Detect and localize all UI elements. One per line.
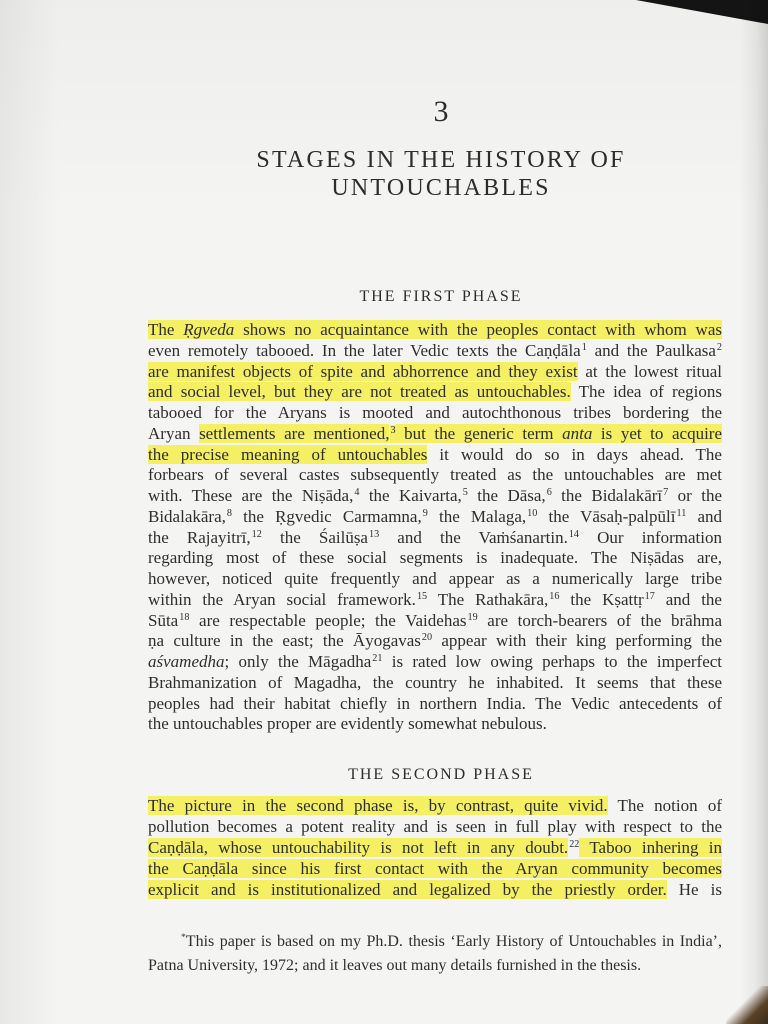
text-line xyxy=(148,445,722,466)
footnote-reference: 19 xyxy=(467,611,478,623)
chapter-number: 3 xyxy=(433,95,449,128)
text-run: and the Paulkasa xyxy=(586,340,716,360)
text-run: ṇa culture in the east; the Āyogavas xyxy=(148,631,421,651)
text-run: within the Aryan social framework. xyxy=(148,589,416,609)
text-line xyxy=(148,954,722,978)
text-line xyxy=(148,569,722,590)
text-line xyxy=(148,694,722,715)
text-run: Sūta xyxy=(148,610,179,630)
footnote-reference: 22 xyxy=(569,838,580,850)
highlighted-text: shows no acquaintance with the peoples contact with whom was xyxy=(234,320,722,339)
text-line xyxy=(148,930,722,954)
dark-corner-bottom-right xyxy=(726,986,768,1024)
footnote-reference: * xyxy=(181,932,186,943)
text-run: He is xyxy=(666,879,722,899)
text-run: the Vāsaḥ-palpūlī xyxy=(537,506,676,526)
text-run: This paper is based on my Ph.D. thesis ‘Early History of Untouchables in India’, xyxy=(185,933,722,950)
footnote xyxy=(148,930,722,978)
text-run: forbears of several castes subsequently treated as the untouchables are met xyxy=(148,465,722,485)
footnote-reference: 21 xyxy=(372,653,383,664)
text-line xyxy=(148,403,722,424)
text-run: the Malaga, xyxy=(427,506,527,526)
text-line xyxy=(148,817,722,838)
text-run: Our information xyxy=(579,527,722,547)
text-run: the Rajayitrī, xyxy=(148,527,251,547)
text-line xyxy=(148,548,722,569)
text-line xyxy=(148,880,722,901)
text-run: tabooed for the Aryans is mooted and autochthonous tribes bordering the xyxy=(148,403,722,422)
text-line xyxy=(148,631,722,652)
text-run: ; only the Māgadha xyxy=(224,652,372,671)
footnote-reference: 15 xyxy=(416,590,428,602)
text-line xyxy=(148,652,722,673)
highlighted-italic-text: anta xyxy=(562,423,593,443)
footnote-reference: 13 xyxy=(368,528,380,540)
text-run: the untouchables proper are evidently somewhat nebulous. xyxy=(148,714,547,734)
text-line xyxy=(148,859,722,880)
text-run: Patna University, 1972; and it leaves out many details furnished in the thesis. xyxy=(148,957,642,974)
footnote-reference: 12 xyxy=(251,528,262,540)
text-run: The notion of xyxy=(607,796,723,815)
section-heading: THE FIRST PHASE xyxy=(359,288,523,305)
footnote-reference: 20 xyxy=(421,632,433,644)
text-line xyxy=(148,424,722,445)
text-run: peoples had their habitat chiefly in northern India. The Vedic antecedents of xyxy=(148,693,722,713)
text-run: and xyxy=(686,506,723,526)
text-line xyxy=(148,673,722,694)
text-run: with. These are the Niṣāda, xyxy=(148,486,354,505)
text-run: Bidalakāra, xyxy=(148,506,226,526)
footnote-reference: 6 xyxy=(546,487,552,498)
highlighted-text: Taboo inhering in xyxy=(579,837,722,857)
text-line xyxy=(148,714,722,735)
italic-text: aśvamedha xyxy=(148,652,225,671)
text-run: the Śailūṣa xyxy=(261,527,368,547)
footnote-reference: 10 xyxy=(527,507,538,519)
text-run: The Rathakāra, xyxy=(427,589,549,609)
text-run: is rated low owing perhaps to the imperfect xyxy=(382,652,723,671)
text-run: pollution becomes a potent reality and is seen in full play with respect to the xyxy=(148,816,722,836)
text-run: Aryan xyxy=(148,423,200,443)
text-run: and the xyxy=(654,589,722,609)
text-line xyxy=(148,796,722,817)
text-run: the Kaivarta, xyxy=(359,486,462,505)
text-run: the Dāsa, xyxy=(467,486,546,505)
footnote-reference: 5 xyxy=(462,487,468,498)
text-line xyxy=(148,838,722,859)
highlighted-text: The xyxy=(148,320,184,339)
text-run: the Kṣattṛ xyxy=(559,589,644,609)
footnote-reference: 11 xyxy=(676,507,687,519)
highlighted-text: the Caṇḍāla since his first contact with the Aryan community becomes xyxy=(148,858,722,878)
text-line xyxy=(148,362,722,383)
text-line xyxy=(148,465,722,486)
highlighted-text: settlements are mentioned, xyxy=(199,423,390,443)
footnote-reference: 9 xyxy=(422,507,428,519)
highlighted-text: and social level, but they are not treated as untouchables. xyxy=(148,382,571,402)
chapter-title-line: STAGES IN THE HISTORY OF xyxy=(256,147,626,173)
highlighted-italic-text: Ṛgveda xyxy=(183,320,235,339)
highlighted-text: are manifest objects of spite and abhorrence and they exist xyxy=(148,361,578,381)
text-run: the Ṛgvedic Carmamna, xyxy=(231,506,422,526)
footnote-reference: 14 xyxy=(568,528,580,540)
text-run: The idea of regions xyxy=(570,382,722,402)
highlighted-text: The picture in the second phase is, by contrast, quite vivid. xyxy=(148,796,608,815)
footnote-reference: 16 xyxy=(549,590,560,602)
footnote-reference: 17 xyxy=(644,590,655,602)
highlighted-text: but the generic term xyxy=(395,423,563,443)
text-run: are respectable people; the Vaidehas xyxy=(189,610,467,630)
text-line xyxy=(148,507,722,528)
text-run: or the xyxy=(668,486,722,505)
footnote-reference: 18 xyxy=(179,611,190,623)
footnote-reference: 3 xyxy=(390,425,395,444)
text-run: it would do so in days ahead. The xyxy=(427,444,722,464)
text-line xyxy=(148,590,722,611)
text-run: appear with their king performing the xyxy=(432,631,722,651)
page-edge-shadow xyxy=(740,0,768,1024)
footnote-reference: 2 xyxy=(716,341,722,353)
chapter-title-line: UNTOUCHABLES xyxy=(331,175,551,201)
text-run: at the lowest ritual xyxy=(577,361,722,381)
paragraph-first-phase xyxy=(148,320,722,735)
text-line xyxy=(148,341,722,362)
footnote-reference: 4 xyxy=(354,487,360,498)
footnote-reference: 7 xyxy=(663,487,669,498)
highlighted-text: is yet to acquire xyxy=(592,423,722,443)
footnote-reference: 1 xyxy=(581,341,587,353)
chapter-title xyxy=(142,146,740,202)
text-line xyxy=(148,382,722,403)
text-run: Brahmanization of Magadha, the country he inhabited. It seems that these xyxy=(148,672,722,692)
paragraph-second-phase xyxy=(148,796,722,900)
text-run: however, noticed quite frequently and appear as a numerically large tribe xyxy=(148,569,722,588)
text-run: even remotely tabooed. In the later Vedic texts the Caṇḍāla xyxy=(148,340,581,360)
text-run: the Bidalakārī xyxy=(551,486,663,505)
text-run: regarding most of these social segments is inadequate. The Niṣādas are, xyxy=(148,548,722,568)
text-line xyxy=(148,611,722,632)
highlighted-text: the precise meaning of untouchables xyxy=(148,444,428,464)
text-run: are torch-bearers of the brāhma xyxy=(477,610,722,630)
footnote-reference: 8 xyxy=(226,507,232,519)
highlighted-text: explicit and is institutionalized and legalized by the priestly order. xyxy=(148,879,667,899)
text-line xyxy=(148,528,722,549)
highlighted-text: Caṇḍāla, whose untouchability is not left in any doubt. xyxy=(148,837,569,857)
section-heading: THE SECOND PHASE xyxy=(348,766,534,783)
text-run: and the Vaṁśanartin. xyxy=(379,527,568,547)
text-line xyxy=(148,320,722,341)
text-line xyxy=(148,486,722,507)
